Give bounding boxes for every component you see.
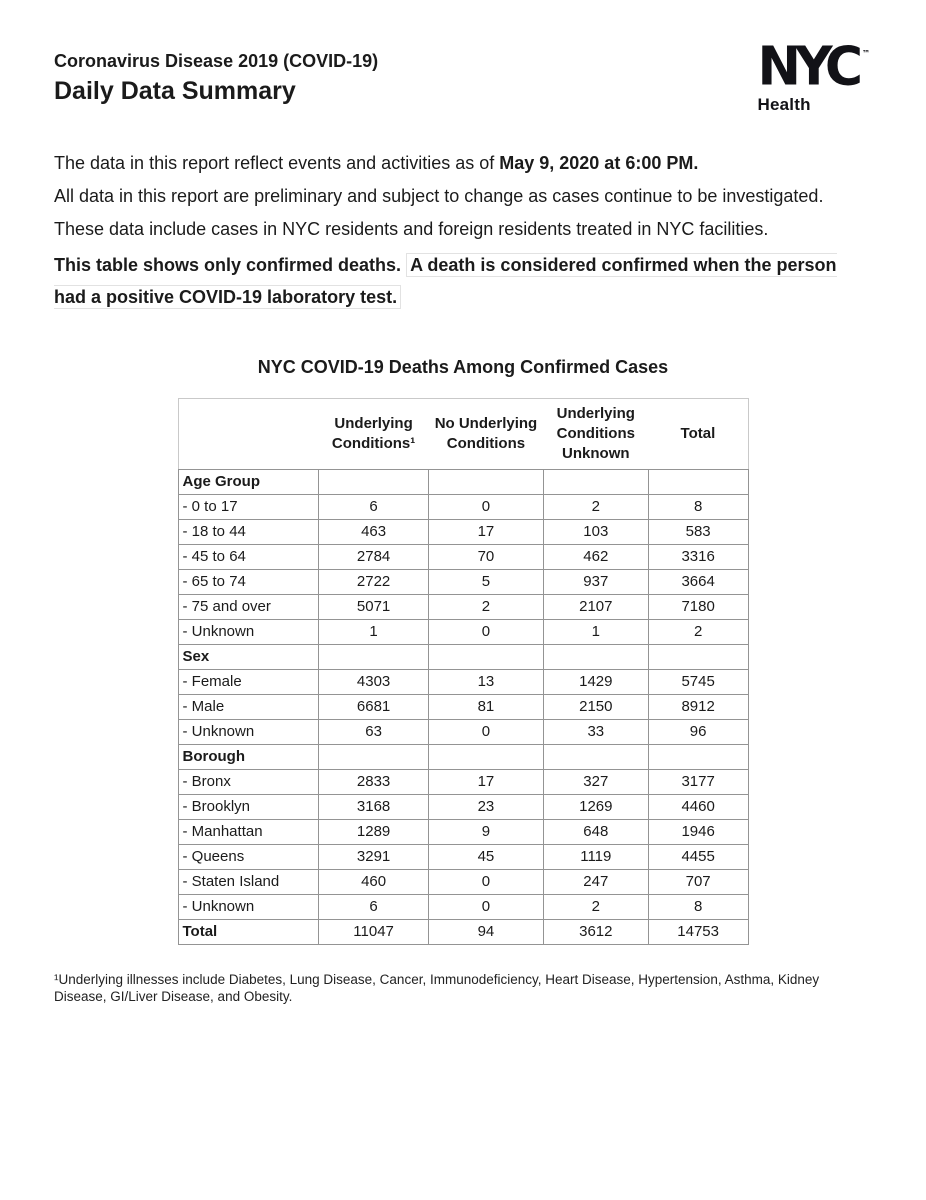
nyc-logo-text: NYC bbox=[757, 36, 857, 98]
cell-value: 463 bbox=[319, 519, 429, 544]
row-label: - 0 to 17 bbox=[178, 494, 319, 519]
cell-value: 33 bbox=[543, 719, 648, 744]
cell-value bbox=[319, 469, 429, 494]
cell-value: 17 bbox=[429, 519, 544, 544]
cell-value bbox=[429, 744, 544, 769]
cell-value: 63 bbox=[319, 719, 429, 744]
cell-value: 4460 bbox=[648, 794, 748, 819]
column-header: Total bbox=[680, 424, 716, 442]
cell-value: 3316 bbox=[648, 544, 748, 569]
row-label: Sex bbox=[178, 644, 319, 669]
cell-value bbox=[648, 469, 748, 494]
table-row bbox=[178, 869, 748, 894]
row-label: - 18 to 44 bbox=[178, 519, 319, 544]
page-title: Daily Data Summary bbox=[54, 76, 296, 105]
table-row bbox=[178, 669, 748, 694]
intro-paragraph-as-of bbox=[54, 147, 872, 180]
column-header: No Underlying Conditions bbox=[434, 414, 538, 452]
cell-value: 2 bbox=[543, 894, 648, 919]
cell-value bbox=[543, 469, 648, 494]
row-label: - Staten Island bbox=[178, 869, 319, 894]
cell-value bbox=[543, 644, 648, 669]
row-label: - Bronx bbox=[178, 769, 319, 794]
row-label: - Unknown bbox=[178, 619, 319, 644]
cell-value: 460 bbox=[319, 869, 429, 894]
cell-value: 14753 bbox=[648, 919, 748, 944]
table-row bbox=[178, 544, 748, 569]
table-row bbox=[178, 894, 748, 919]
table-row bbox=[178, 719, 748, 744]
cell-value: 5 bbox=[429, 569, 544, 594]
cell-value: 0 bbox=[429, 494, 544, 519]
cell-value: 7180 bbox=[648, 594, 748, 619]
header-row bbox=[178, 398, 748, 469]
logo-health-label: Health bbox=[757, 94, 811, 114]
total-row bbox=[178, 919, 748, 944]
cell-value: 3664 bbox=[648, 569, 748, 594]
cell-value: 8 bbox=[648, 494, 748, 519]
cell-value: 6 bbox=[319, 894, 429, 919]
cell-value: 9 bbox=[429, 819, 544, 844]
cell-value: 2 bbox=[543, 494, 648, 519]
cell-value: 583 bbox=[648, 519, 748, 544]
cell-value: 3612 bbox=[543, 919, 648, 944]
cell-value: 327 bbox=[543, 769, 648, 794]
table-row bbox=[178, 819, 748, 844]
row-label: - 45 to 64 bbox=[178, 544, 319, 569]
intro-section bbox=[54, 147, 872, 313]
cell-value: 5071 bbox=[319, 594, 429, 619]
nyc-logo-icon bbox=[757, 36, 870, 98]
nyc-health-logo bbox=[757, 36, 870, 115]
cell-value bbox=[429, 644, 544, 669]
cell-value: 81 bbox=[429, 694, 544, 719]
cell-value bbox=[319, 744, 429, 769]
cell-value: 1289 bbox=[319, 819, 429, 844]
row-label: Total bbox=[178, 919, 319, 944]
row-label: Age Group bbox=[178, 469, 319, 494]
cell-value: 13 bbox=[429, 669, 544, 694]
cell-value bbox=[319, 644, 429, 669]
row-label: - Unknown bbox=[178, 894, 319, 919]
cell-value: 70 bbox=[429, 544, 544, 569]
section-header-row bbox=[178, 469, 748, 494]
cell-value: 11047 bbox=[319, 919, 429, 944]
cell-value: 1 bbox=[543, 619, 648, 644]
cell-value: 1429 bbox=[543, 669, 648, 694]
row-label: - 65 to 74 bbox=[178, 569, 319, 594]
cell-value: 8912 bbox=[648, 694, 748, 719]
row-label: - Unknown bbox=[178, 719, 319, 744]
cell-value: 6 bbox=[319, 494, 429, 519]
cell-value: 3291 bbox=[319, 844, 429, 869]
cell-value: 937 bbox=[543, 569, 648, 594]
table-row bbox=[178, 519, 748, 544]
cell-value: 94 bbox=[429, 919, 544, 944]
cell-value: 2107 bbox=[543, 594, 648, 619]
cell-value: 1946 bbox=[648, 819, 748, 844]
as-of-text: The data in this report reflect events and activities as of bbox=[54, 152, 500, 173]
confirmed-deaths-text: This table shows only confirmed deaths. bbox=[54, 254, 407, 275]
cell-value: 1269 bbox=[543, 794, 648, 819]
cell-value: 1 bbox=[319, 619, 429, 644]
table-header bbox=[178, 398, 748, 469]
section-header-row bbox=[178, 644, 748, 669]
table-row bbox=[178, 844, 748, 869]
intro-paragraph-residents: These data include cases in NYC residents and foreign residents treated in NYC facilities. bbox=[54, 218, 769, 239]
cell-value: 96 bbox=[648, 719, 748, 744]
confirmed-definition-highlight: A death is considered confirmed when the person had a positive COVID-19 laboratory test. bbox=[54, 254, 837, 307]
cell-value: 6681 bbox=[319, 694, 429, 719]
column-header: Underlying Conditions Unknown bbox=[556, 404, 635, 462]
cell-value: 8 bbox=[648, 894, 748, 919]
cell-value: 5745 bbox=[648, 669, 748, 694]
deaths-table bbox=[178, 398, 749, 945]
cell-value: 1119 bbox=[543, 844, 648, 869]
cell-value: 23 bbox=[429, 794, 544, 819]
cell-value: 2 bbox=[648, 619, 748, 644]
cell-value: 0 bbox=[429, 719, 544, 744]
trademark-symbol: ™ bbox=[862, 48, 870, 58]
cell-value: 0 bbox=[429, 619, 544, 644]
footnote: ¹Underlying illnesses include Diabetes, Lung Disease, Cancer, Immunodeficiency, Heart Disease, Hypertension, Asthma, Kidney Disease, GI/Liver Disease, and Obesity. bbox=[54, 971, 820, 1004]
cell-value: 2722 bbox=[319, 569, 429, 594]
cell-value: 2150 bbox=[543, 694, 648, 719]
cell-value: 247 bbox=[543, 869, 648, 894]
as-of-date: May 9, 2020 at 6:00 PM. bbox=[499, 152, 699, 173]
row-label: Borough bbox=[178, 744, 319, 769]
cell-value: 2 bbox=[429, 594, 544, 619]
report-subtitle: Coronavirus Disease 2019 (COVID-19) bbox=[54, 51, 379, 71]
table-title: NYC COVID-19 Deaths Among Confirmed Cases bbox=[257, 356, 669, 377]
cell-value: 17 bbox=[429, 769, 544, 794]
cell-value bbox=[648, 744, 748, 769]
document-header bbox=[54, 36, 872, 115]
cell-value bbox=[429, 469, 544, 494]
cell-value: 462 bbox=[543, 544, 648, 569]
cell-value: 2833 bbox=[319, 769, 429, 794]
table-row bbox=[178, 794, 748, 819]
row-label-column-header bbox=[178, 398, 319, 469]
section-header-row bbox=[178, 744, 748, 769]
cell-value: 2784 bbox=[319, 544, 429, 569]
cell-value bbox=[648, 644, 748, 669]
title-block bbox=[54, 50, 378, 106]
table-row bbox=[178, 569, 748, 594]
row-label: - Manhattan bbox=[178, 819, 319, 844]
row-label: - 75 and over bbox=[178, 594, 319, 619]
intro-paragraph-confirmed-deaths bbox=[54, 249, 872, 313]
cell-value: 0 bbox=[429, 869, 544, 894]
cell-value: 648 bbox=[543, 819, 648, 844]
cell-value: 3177 bbox=[648, 769, 748, 794]
cell-value: 45 bbox=[429, 844, 544, 869]
row-label: - Brooklyn bbox=[178, 794, 319, 819]
cell-value: 103 bbox=[543, 519, 648, 544]
table-row bbox=[178, 494, 748, 519]
table-row bbox=[178, 619, 748, 644]
table-row bbox=[178, 694, 748, 719]
row-label: - Queens bbox=[178, 844, 319, 869]
cell-value: 707 bbox=[648, 869, 748, 894]
column-header: Underlying Conditions¹ bbox=[331, 414, 416, 452]
cell-value: 0 bbox=[429, 894, 544, 919]
table-row bbox=[178, 594, 748, 619]
cell-value: 4303 bbox=[319, 669, 429, 694]
cell-value bbox=[543, 744, 648, 769]
row-label: - Female bbox=[178, 669, 319, 694]
cell-value: 4455 bbox=[648, 844, 748, 869]
table-body bbox=[178, 469, 748, 944]
row-label: - Male bbox=[178, 694, 319, 719]
table-row bbox=[178, 769, 748, 794]
cell-value: 3168 bbox=[319, 794, 429, 819]
intro-paragraph-preliminary: All data in this report are preliminary and subject to change as cases continue to be investigated. bbox=[54, 185, 824, 206]
